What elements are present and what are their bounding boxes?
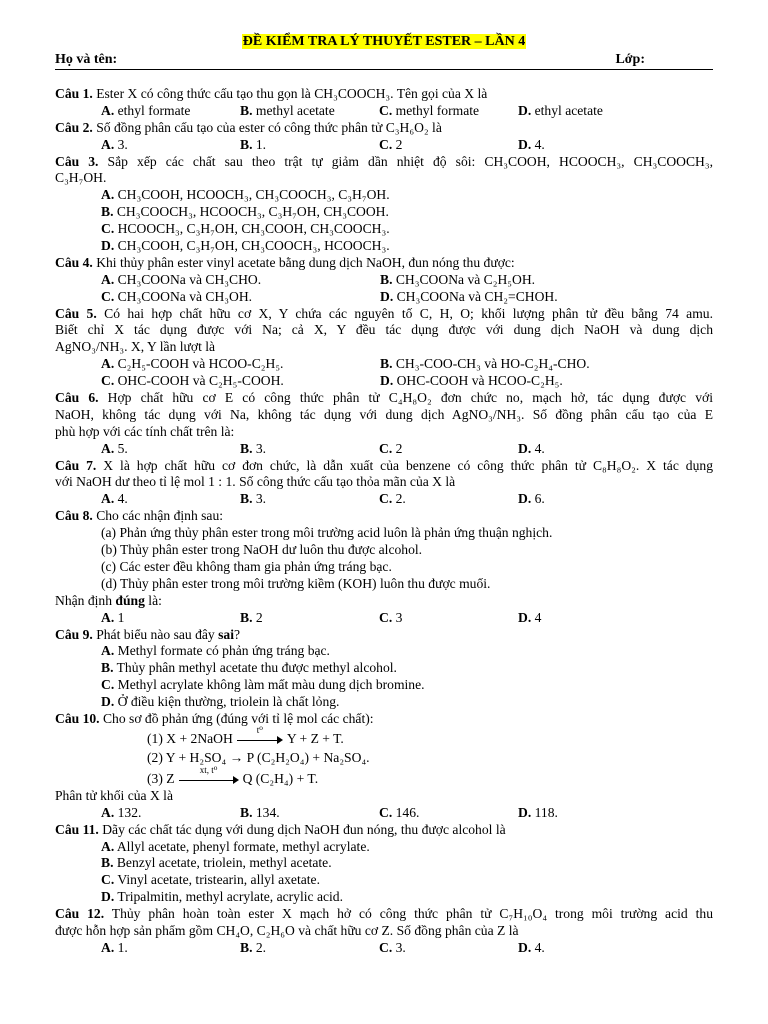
option-a: A. C₂H₅-COOH và HCOO-C₂H₅. [101,356,284,372]
option-b: B. Thủy phân methyl acetate thu được methyl alcohol. [101,660,397,676]
options-row-2 [55,289,713,306]
options [55,441,713,458]
options [55,610,713,627]
option-a: A. 132. [101,804,142,820]
arrow-icon [179,764,239,785]
option-a: A. CH₃COOH, HCOOCH₃, CH₃COOCH₃, C₃H₇OH. [101,187,390,203]
question-text-cont: AgNO₃/NH₃. X, Y lần lượt là [55,339,216,355]
conclusion-text: Nhận định [55,592,116,608]
statement-c: (c) Các ester đều không tham gia phản ứng tráng bạc. [101,558,392,574]
question-label: Câu 4. [55,254,93,270]
reaction-1-reactants: (1) X + 2NaOH [147,730,233,746]
options [55,491,713,508]
question-text-cont: NaOH, không tác dụng với Na, không tác dụng với dung dịch AgNO₃/NH₃. Số đồng phân cấu tạo của E [55,406,713,422]
option-d: D. 4. [518,136,545,152]
option-b: B. 134. [240,804,280,820]
question-text: Khi thủy phân ester vinyl acetate bằng dung dịch NaOH, đun nóng thu được: [96,254,515,270]
question-5 [55,306,713,323]
options-row-2 [55,373,713,390]
option-c: C. 2 [379,440,403,456]
option-b: B. 3. [240,440,267,456]
option-c: C. CH₃COONa và CH₃OH. [101,288,253,304]
option-c: C. 2. [379,491,406,507]
statement-a: (a) Phản ứng thủy phân ester trong môi trường acid luôn là phản ứng thuận nghịch. [101,525,553,541]
question-text: Cho các nhận định sau: [96,508,224,524]
question-11 [55,822,713,839]
option-c: C. 2 [379,136,403,152]
reaction-3-reactants: (3) Z [147,770,175,786]
options [55,137,713,154]
option-b: B. 3. [240,491,267,507]
option-d: D. 4. [518,939,545,955]
option-c: C. HCOOCH₃, C₃H₇OH, CH₃COOH, CH₃COOCH₃. [101,221,390,237]
question-text-cont: phù hợp với các tính chất trên là: [55,423,235,439]
option-b: B. 2. [240,939,267,955]
option-c: C. 146. [379,804,420,820]
question-12 [55,906,713,923]
student-header [55,52,713,70]
option-a: A. Methyl formate có phản ứng tráng bạc. [101,643,330,659]
question-text: Thủy phân hoàn toàn ester X mạch hở có công thức phân tử C₇H₁₀O₄ trong môi trường acid thu [111,906,713,922]
question-label: Câu 3. [55,153,99,169]
option-b: B. CH₃-COO-CH₃ và HO-C₂H₄-CHO. [380,356,590,372]
option-c: C. Methyl acrylate không làm mất màu dung dịch bromine. [101,677,425,693]
question-text-cont: Biết chỉ X tác dụng được với Na; cả X, Y đều tác dụng được với dung dịch NaOH và dung dịch [55,322,713,338]
option-c: C. methyl formate [379,102,480,118]
question-8 [55,508,713,525]
question-text: Phát biểu nào sau đây [96,626,219,642]
option-b: B. CH₃COOCH₃, HCOOCH₃, C₃H₇OH, CH₃COOH. [101,204,389,220]
question-label: Câu 1. [55,86,93,101]
question-label: Câu 6. [55,390,99,406]
option-a: A. CH₃COONa và CH₃CHO. [101,271,262,287]
option-a: A. 1 [101,609,125,625]
question-text: X là hợp chất hữu cơ đơn chức, là dẫn xuất của benzene có công thức phân tử C₈H₈O₂. X tác dụng [103,457,713,473]
options-row-1 [55,272,713,289]
option-b: B. CH₃COONa và C₂H₅OH. [380,271,536,287]
options [55,940,713,957]
option-a: A. ethyl formate [101,102,191,118]
question-text-end: ? [234,626,241,642]
class-label: Lớp: [615,52,645,67]
question-2 [55,120,713,137]
question-label: Câu 10. [55,710,100,726]
question-1 [55,86,713,103]
statement-d: (d) Thủy phân ester trong môi trường kiềm (KOH) luôn thu được muối. [101,575,491,591]
question-text: Cho sơ đồ phản ứng (đúng với tỉ lệ mol các chất): [102,710,374,726]
reaction-3 [55,764,713,788]
options [55,103,713,120]
question-text: Ester X có công thức cấu tạo thu gọn là CH₃COOCH₃. Tên gọi của X là [96,86,488,101]
option-a: A. 1. [101,939,128,955]
option-a: A. 3. [101,136,128,152]
arrow-icon [237,724,283,745]
question-9 [55,627,713,644]
question-label: Câu 5. [55,305,97,321]
options-row-1 [55,356,713,373]
question-3 [55,154,713,171]
question-6 [55,390,713,407]
option-d: D. CH₃COONa và CH₂=CHOH. [380,288,558,304]
question-7 [55,458,713,475]
question-4 [55,255,713,272]
question-10 [55,711,713,728]
option-d: D. 6. [518,491,545,507]
page-title: ĐỀ KIỂM TRA LÝ THUYẾT ESTER – LẦN 4 [242,34,526,49]
option-c: C. Vinyl acetate, tristearin, allyl axetate. [101,872,320,888]
option-a: A. 4. [101,491,128,507]
question-text-cont: C₃H₇OH. [55,170,107,186]
option-c: C. 3. [379,939,406,955]
reaction-condition: t⁰ [256,724,263,735]
question-text: Sắp xếp các chất sau theo trật tự giảm dần nhiệt độ sôi: CH₃COOH, HCOOCH₃, CH₃COOCH₃, [107,153,713,169]
option-a: A. Allyl acetate, phenyl formate, methyl acrylate. [101,838,370,854]
question-label: Câu 9. [55,626,93,642]
reaction-2: (2) Y + H₂SO₄ → P (C₂H₂O₄) + Na₂SO₄. [147,749,370,765]
option-d: D. Tripalmitin, methyl acrylate, acrylic acid. [101,889,343,905]
question-text: Hợp chất hữu cơ E có công thức phân tử C₄H₈O₂ đơn chức no, mạch hở, tác dụng được với [107,390,713,406]
question-text-cont: được hỗn hợp sản phẩm gồm CH₄O, C₂H₆O và chất hữu cơ Z. Số đồng phân của Z là [55,922,519,938]
reaction-3-products: Q (C₂H₄) + T. [242,770,319,786]
question-label: Câu 2. [55,119,93,135]
option-d: D. OHC-COOH và HCOO-C₂H₅. [380,373,563,389]
question-text: Dãy các chất tác dụng với dung dịch NaOH đun nóng, thu được alcohol là [102,821,506,837]
option-a: A. 5. [101,440,128,456]
name-label: Họ và tên: [55,52,118,67]
conclusion-emphasis: đúng [115,592,145,608]
question-label: Câu 7. [55,457,97,473]
question-text-cont: với NaOH dư theo tỉ lệ mol 1 : 1. Số công thức cấu tạo thỏa mãn của X là [55,474,456,490]
option-c: C. 3 [379,609,403,625]
option-d: D. ethyl acetate [518,102,603,118]
reaction-condition: xt, t⁰ [199,764,218,775]
question-label: Câu 12. [55,906,105,922]
conclusion-text-end: là: [144,592,162,608]
question-label: Câu 11. [55,821,99,837]
option-d: D. 4. [518,440,545,456]
option-b: B. 1. [240,136,267,152]
question-label: Câu 8. [55,508,93,524]
question-text: Có hai hợp chất hữu cơ X, Y chứa các nguyên tố C, H, O; khối lượng phân tử đều bằng 74 amu. [104,305,713,321]
option-b: B. Benzyl acetate, triolein, methyl acetate. [101,855,332,871]
question-emphasis: sai [218,626,235,642]
conclusion: Phân tử khối của X là [55,787,173,803]
option-d: D. 118. [518,804,558,820]
option-d: D. Ở điều kiện thường, triolein là chất lỏng. [101,694,340,710]
option-d: D. CH₃COOH, C₃H₇OH, CH₃COOCH₃, HCOOCH₃. [101,238,390,254]
option-b: B. methyl acetate [240,102,335,118]
reaction-1-products: Y + Z + T. [286,730,344,746]
reaction-1 [55,724,713,748]
statement-b: (b) Thủy phân ester trong NaOH dư luôn thu được alcohol. [101,542,423,558]
option-d: D. 4 [518,609,542,625]
question-text: Số đồng phân cấu tạo của ester có công thức phân tử C₃H₆O₂ là [96,119,442,135]
conclusion [55,593,713,610]
options [55,805,713,822]
option-b: B. 2 [240,609,263,625]
questions [55,86,713,957]
title-wrap [0,33,768,50]
option-c: C. OHC-COOH và C₂H₅-COOH. [101,373,284,389]
